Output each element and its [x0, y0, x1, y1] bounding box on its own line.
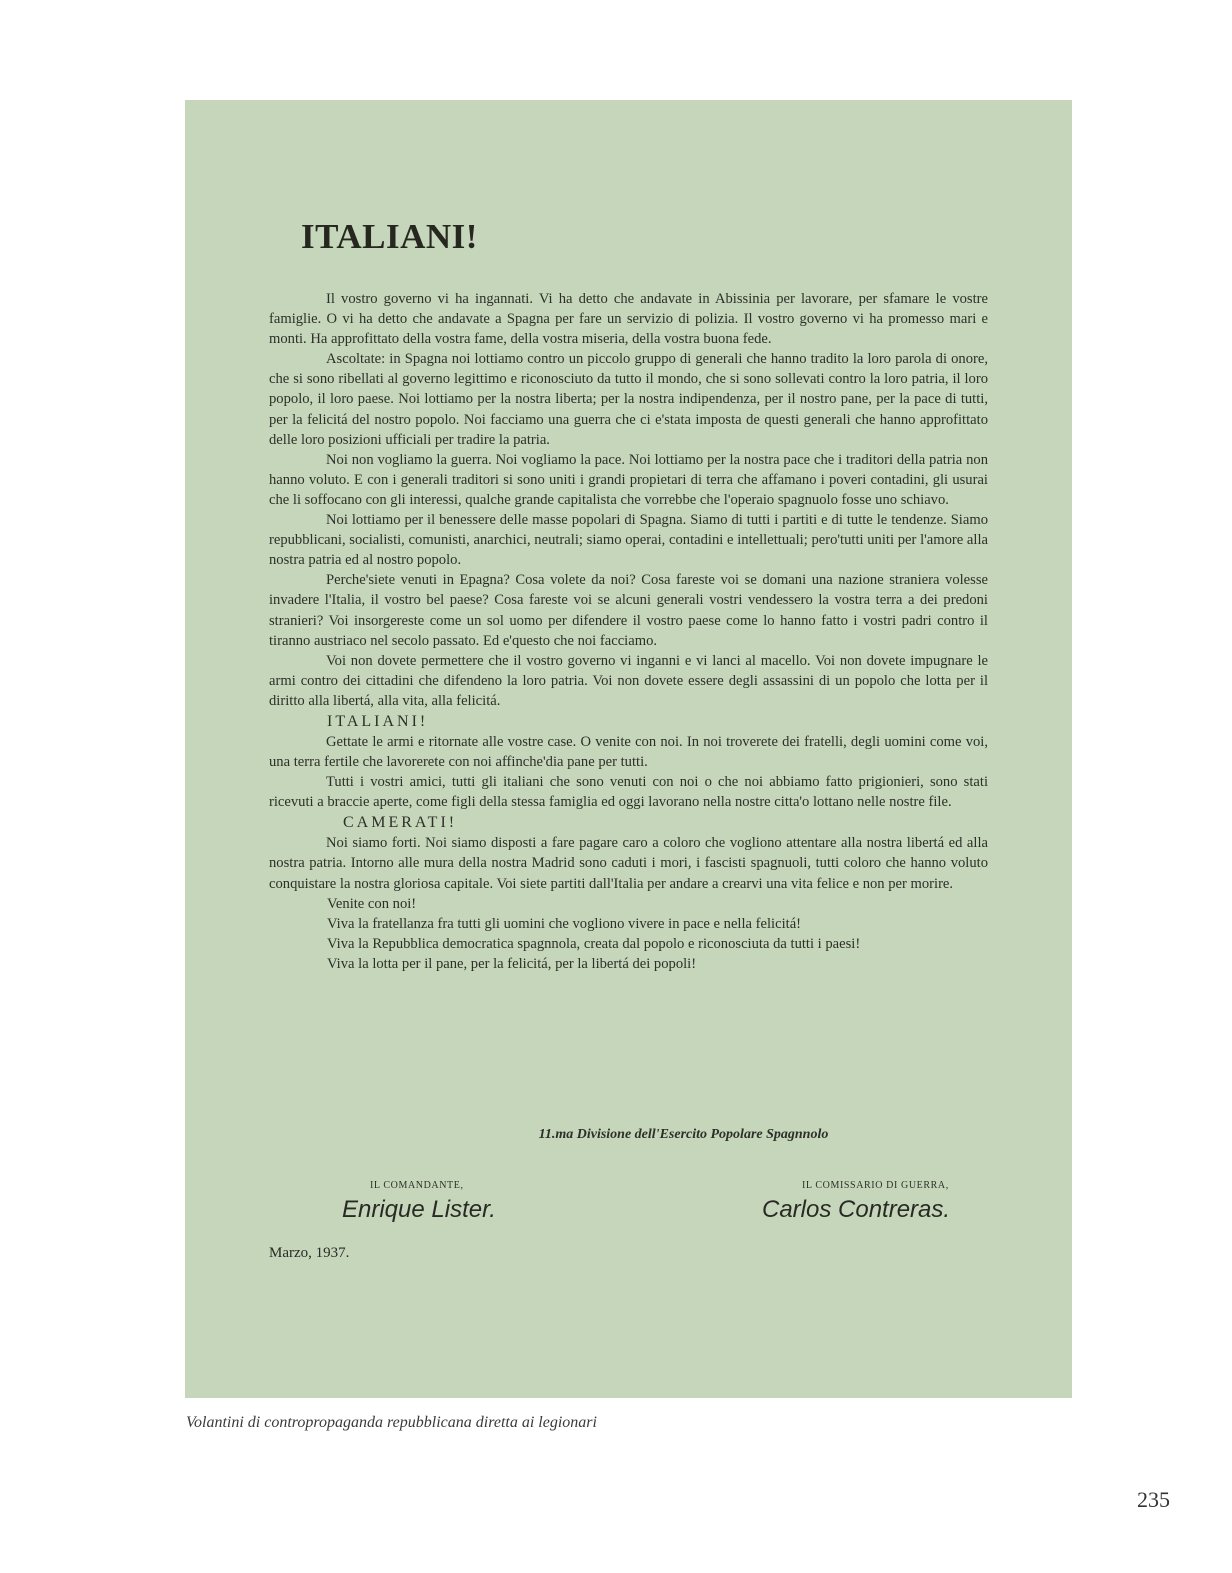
commissar-signature: Carlos Contreras.: [762, 1196, 951, 1223]
closing-line: Viva la Repubblica democratica spagnnola, creata dal popolo e riconosciuta da tutti i paesi!: [327, 935, 861, 952]
paragraph: Voi non dovete permettere che il vostro governo vi inganni e vi lanci al macello. Voi non dovete impugnare le armi contro dei cittadini che difendeno la loro patria. Voi non dovete essere degli assassini di un popolo che lotta per il diritto alla libertá, alla vita, alla felicitá.: [269, 652, 988, 709]
figure-caption: Volantini di contropropaganda repubblicana diretta ai legionari: [186, 1414, 597, 1431]
paragraph: Noi lottiamo per il benessere delle masse popolari di Spagna. Siamo di tutti i partiti e di tutte le tendenze. Siamo repubblicani, socialisti, comunisti, anarchici, neutrali; siamo operai, contadini e intellettuali; pero'tutti uniti per l'amore alla nostra patria ed al nostro popolo.: [269, 512, 988, 569]
paragraph: Tutti i vostri amici, tutti gli italiani che sono venuti con noi o che noi abbiamo fatto prigionieri, sono stati ricevuti a braccie aperte, come figli della stessa famiglia ed oggi lavorano nella nostre citta'o lottano nelle nostre file.: [269, 774, 988, 811]
leaflet-date: Marzo, 1937.: [269, 1245, 350, 1261]
paragraph: Noi non vogliamo la guerra. Noi vogliamo la pace. Noi lottiamo per la nostra pace che i traditori della patria non hanno voluto. E con i generali traditori si sono uniti i grandi propietari di terra che affamano i poveri contadini, gli usurai che li soffocano con gli interessi, qualche grande capitalista che vorrebbe che l'operaio spagnuolo fosse uno schiavo.: [269, 451, 988, 508]
subheading-camerati: CAMERATI!: [343, 814, 458, 832]
commander-role: IL COMANDANTE,: [370, 1180, 464, 1191]
division-name: 11.ma Divisione dell'Esercito Popolare Spagnnolo: [538, 1127, 829, 1142]
page-number: 235: [1137, 1487, 1170, 1512]
leaflet-document: [185, 100, 1072, 1398]
subheading-italiani: ITALIANI!: [327, 712, 429, 730]
commissar-role: IL COMISSARIO DI GUERRA,: [802, 1180, 949, 1191]
closing-line: Venite con noi!: [327, 895, 417, 912]
closing-line: Viva la lotta per il pane, per la felicitá, per la libertá dei popoli!: [327, 955, 697, 972]
leaflet-heading: ITALIANI!: [301, 217, 478, 256]
paragraph: Perche'siete venuti in Epagna? Cosa volete da noi? Cosa fareste voi se domani una nazione straniera volesse invadere l'Italia, il vostro bel paese? Cosa fareste voi se alcuni generali vostri vendessero la vostra terra a dei predoni stranieri? Voi insorgereste come un sol uomo per difendere il vostro paese come lo hanno fatto i vostri padri contro il tiranno austriaco nel secolo passato. Ed e'questo che noi facciamo.: [269, 572, 988, 649]
paragraph: Gettate le armi e ritornate alle vostre case. O venite con noi. In noi troverete dei fratelli, degli uomini come voi, una terra fertile che lavorerete con noi affinche'dia pane per tutti.: [269, 733, 988, 771]
paragraph: Ascoltate: in Spagna noi lottiamo contro un piccolo gruppo di generali che hanno tradito la loro parola di onore, che si sono ribellati al governo legittimo e riconosciuto da tutto il mondo, che si sono sollevati contro la loro patria, il loro popolo, il loro paese. Noi lottiamo per la nostra liberta; per la nostra indipendenza, per il nostro pane, per la pace di tutti, per la felicitá del nostro popolo. Noi facciamo una guerra che ci e'stata imposta de questi generali che hanno approfittato delle loro posizioni ufficiali per tradire la patria.: [269, 351, 988, 448]
commander-signature: Enrique Lister.: [342, 1196, 496, 1223]
closing-line: Viva la fratellanza fra tutti gli uomini che vogliono vivere in pace e nella felicitá!: [327, 915, 802, 932]
paragraph: Noi siamo forti. Noi siamo disposti a fare pagare caro a coloro che vogliono attentare alla nostra libertá ed alla nostra patria. Intorno alle mura della nostra Madrid sono caduti i mori, i fascisti spagnuoli, tutti coloro che hanno voluto conquistare la nostra gloriosa capitale. Voi siete partiti dall'Italia per andare a crearvi una vita felice e non per morire.: [269, 835, 988, 892]
paragraph: Il vostro governo vi ha ingannati. Vi ha detto che andavate in Abissinia per lavorare, per sfamare le vostre famiglie. O vi ha detto che andavate a Spagna per fare un servizio di polizia. Il vostro governo vi ha promesso mari e monti. Ha approfittato della vostra fame, della vostra miseria, della vostra buona fede.: [269, 291, 988, 348]
leaflet-body: [269, 289, 988, 974]
